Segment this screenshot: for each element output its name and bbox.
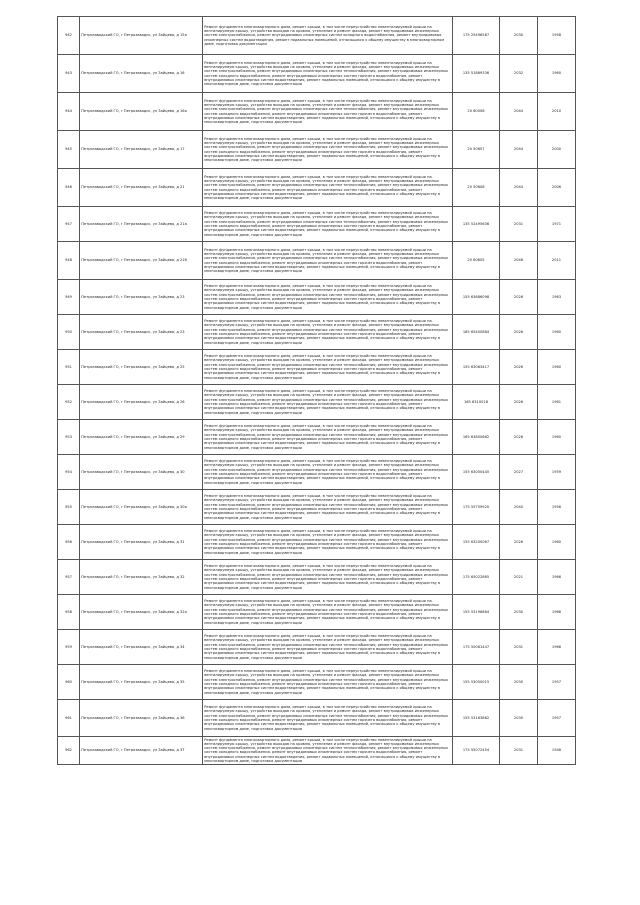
cadastral-code-cell: 165 63800662 — [453, 420, 500, 455]
build-year-cell: 1966 — [538, 595, 576, 630]
works-description-cell: Ремонт фундамента многоквартирного дома, ремонт крыши, в том числе переустройство невентилируемой крыши на вентилируемую крышу, устройство выходов на кровлю, утепление и ремонт фасада, ремонт внутридомовых инженерных систем электроснабжения, ремонт внутридомовых инженерных систем теплоснабжения, ремонт внутридомовых инженерных систем холодного водоснабжения, ремонт внутридомовых инженерных систем горячего водоснабжения, ремонт внутридомовых инженерных систем водоотведения, ремонт подвальных помещений, относящихся к общему имуществу в многоквартирном доме, подготовка документации — [203, 665, 453, 700]
address-cell: Петрозаводский ГО, г Петрозаводск, ул Зайцева, д 21а — [80, 207, 203, 242]
planned-year-cell: 2026 — [500, 385, 538, 420]
planned-year-cell: 2044 — [500, 169, 538, 207]
table-row — [58, 315, 576, 350]
build-year-cell: 1960 — [538, 55, 576, 93]
build-year-cell: 1960 — [538, 315, 576, 350]
planned-year-cell: 2021 — [500, 560, 538, 595]
table-row — [58, 17, 576, 55]
build-year-cell: 2011 — [538, 242, 576, 280]
row-number: 959 — [58, 630, 80, 665]
table-row — [58, 700, 576, 737]
table-row — [58, 242, 576, 280]
works-description-cell: Ремонт фундамента многоквартирного дома, ремонт крыши, в том числе переустройство невентилируемой крыши на вентилируемую крышу, устройство выходов на кровлю, утепление и ремонт фасада, ремонт внутридомовых инженерных систем электроснабжения, ремонт внутридомовых инженерных систем теплоснабжения, ремонт внутридомовых инженерных систем холодного водоснабжения, ремонт внутридомовых инженерных систем горячего водоснабжения, ремонт внутридомовых инженерных систем водоотведения, ремонт подвальных помещений, относящихся к общему имуществу в многоквартирном доме, подготовка документации — [203, 131, 453, 169]
row-number: 961 — [58, 700, 80, 737]
row-number: 956 — [58, 525, 80, 560]
row-number: 947 — [58, 207, 80, 242]
table-row — [58, 385, 576, 420]
cadastral-code-cell: 175 55759920 — [453, 490, 500, 525]
address-cell: Петрозаводский ГО, г Петрозаводск, ул Зайцева, д 34 — [80, 630, 203, 665]
works-description-cell: Ремонт фундамента многоквартирного дома, ремонт крыши, в том числе переустройство невентилируемой крыши на вентилируемую крышу, устройство выходов на кровлю, утепление и ремонт фасада, ремонт внутридомовых инженерных систем электроснабжения, ремонт внутридомовых инженерных систем теплоснабжения, ремонт внутридомовых инженерных систем холодного водоснабжения, ремонт внутридомовых инженерных систем горячего водоснабжения, ремонт внутридомовых инженерных систем водоотведения, ремонт подвальных помещений, относящихся к общему имуществу в многоквартирном доме, подготовка документации — [203, 595, 453, 630]
works-description-cell: Ремонт фундамента многоквартирного дома, ремонт крыши, в том числе переустройство невентилируемой крыши на вентилируемую крышу, устройство выходов на кровлю, утепление и ремонт фасада, ремонт внутридомовых инженерных систем электроснабжения, ремонт внутридомовых инженерных систем теплоснабжения, ремонт внутридомовых инженерных систем холодного водоснабжения, ремонт внутридомовых инженерных систем горячего водоснабжения, ремонт внутридомовых инженерных систем водоотведения, ремонт подвальных помещений, относящихся к общему имуществу в многоквартирном доме, подготовка документации — [203, 55, 453, 93]
table-row — [58, 55, 576, 93]
table-row — [58, 560, 576, 595]
build-year-cell: 1960 — [538, 420, 576, 455]
works-description-cell: Ремонт фундамента многоквартирного дома, ремонт крыши, в том числе переустройство невентилируемой крыши на вентилируемую крышу, устройство выходов на кровлю, утепление и ремонт фасада, ремонт внутридомовых инженерных систем электроснабжения, ремонт внутридомовых инженерных систем теплоснабжения, ремонт внутридомовых инженерных систем холодного водоснабжения, ремонт внутридомовых инженерных систем горячего водоснабжения, ремонт внутридомовых инженерных систем водоотведения, ремонт подвальных помещений, относящихся к общему имуществу в многоквартирном доме, подготовка документации — [203, 280, 453, 315]
address-cell: Петрозаводский ГО, г Петрозаводск, ул Зайцева, д 26 — [80, 385, 203, 420]
planned-year-cell: 2026 — [500, 280, 538, 315]
planned-year-cell: 2044 — [500, 131, 538, 169]
planned-year-cell: 2026 — [500, 525, 538, 560]
table-row — [58, 207, 576, 242]
row-number: 945 — [58, 131, 80, 169]
row-number: 949 — [58, 280, 80, 315]
works-description-cell: Ремонт фундамента многоквартирного дома, ремонт крыши, в том числе переустройство невентилируемой крыши на вентилируемую крышу, устройство выходов на кровлю, утепление и ремонт фасада, ремонт внутридомовых инженерных систем электроснабжения, ремонт внутридомовых инженерных систем теплоснабжения, ремонт внутридомовых инженерных систем холодного водоснабжения, ремонт внутридомовых инженерных систем горячего водоснабжения, ремонт внутридомовых инженерных систем водоотведения, ремонт подвальных помещений, относящихся к общему имуществу в многоквартирном доме, подготовка документации — [203, 737, 453, 765]
cadastral-code-cell: 155 63050445 — [453, 455, 500, 490]
build-year-cell: 1958 — [538, 17, 576, 55]
address-cell: Петрозаводский ГО, г Петрозаводск, ул Зайцева, д 32а — [80, 595, 203, 630]
table-row — [58, 737, 576, 765]
build-year-cell: 1960 — [538, 350, 576, 385]
cadastral-code-cell: 20 50608 — [453, 169, 500, 207]
planned-year-cell: 2030 — [500, 665, 538, 700]
works-description-cell: Ремонт фундамента многоквартирного дома, ремонт крыши, в том числе переустройство невентилируемой крыши на вентилируемую крышу, устройство выходов на кровлю, утепление и ремонт фасада, ремонт внутридомовых инженерных систем электроснабжения, ремонт внутридомовых инженерных систем теплоснабжения, ремонт внутридомовых инженерных систем холодного водоснабжения, ремонт внутридомовых инженерных систем горячего водоснабжения, ремонт внутридомовых инженерных систем водоотведения, ремонт подвальных помещений, относящихся к общему имуществу в многоквартирном доме, подготовка документации — [203, 350, 453, 385]
row-number: 948 — [58, 242, 80, 280]
address-cell: Петрозаводский ГО, г Петрозаводск, ул Зайцева, д 23 — [80, 280, 203, 315]
build-year-cell: 1961 — [538, 385, 576, 420]
planned-year-cell: 2026 — [500, 315, 538, 350]
cadastral-code-cell: 20 50607 — [453, 131, 500, 169]
row-number: 954 — [58, 455, 80, 490]
planned-year-cell: 2027 — [500, 455, 538, 490]
row-number: 952 — [58, 385, 80, 420]
works-description-cell: Ремонт фундамента многоквартирного дома, ремонт крыши, в том числе переустройство невентилируемой крыши на вентилируемую крышу, устройство выходов на кровлю, утепление и ремонт фасада, ремонт внутридомовых инженерных систем электроснабжения, ремонт внутридомовых инженерных систем теплоснабжения, ремонт внутридомовых инженерных систем холодного водоснабжения, ремонт внутридомовых инженерных систем горячего водоснабжения, ремонт внутридомовых инженерных систем водоотведения, ремонт подвальных помещений, относящихся к общему имуществу в многоквартирном доме, подготовка документации — [203, 93, 453, 131]
row-number: 950 — [58, 315, 80, 350]
row-number: 943 — [58, 55, 80, 93]
address-cell: Петрозаводский ГО, г Петрозаводск, ул Зайцева, д 16 — [80, 55, 203, 93]
table-row — [58, 595, 576, 630]
build-year-cell: 1959 — [538, 455, 576, 490]
table-row — [58, 169, 576, 207]
address-cell: Петрозаводский ГО, г Петрозаводск, ул Зайцева, д 31 — [80, 525, 203, 560]
row-number: 955 — [58, 490, 80, 525]
row-number: 944 — [58, 93, 80, 131]
build-year-cell: 1971 — [538, 207, 576, 242]
works-description-cell: Ремонт фундамента многоквартирного дома, ремонт крыши, в том числе переустройство невентилируемой крыши на вентилируемую крышу, устройство выходов на кровлю, утепление и ремонт фасада, ремонт внутридомовых инженерных систем электроснабжения, ремонт внутридомовых инженерных систем теплоснабжения, ремонт внутридомовых инженерных систем холодного водоснабжения, ремонт внутридомовых инженерных систем горячего водоснабжения, ремонт внутридомовых инженерных систем водоотведения, ремонт подвальных помещений, относящихся к общему имуществу в многоквартирном доме, подготовка документации — [203, 385, 453, 420]
table-row — [58, 455, 576, 490]
table-row — [58, 420, 576, 455]
address-cell: Петрозаводский ГО, г Петрозаводск, ул Зайцева, д 29 — [80, 420, 203, 455]
build-year-cell: 2006 — [538, 169, 576, 207]
planned-year-cell: 2031 — [500, 630, 538, 665]
build-year-cell: 1956 — [538, 490, 576, 525]
address-cell: Петрозаводский ГО, г Петрозаводск, ул Зайцева, д 15а — [80, 17, 203, 55]
works-description-cell: Ремонт фундамента многоквартирного дома, ремонт крыши, в том числе переустройство невентилируемой крыши на вентилируемую крышу, устройство выходов на кровлю, утепление и ремонт фасада, ремонт внутридомовых инженерных систем электроснабжения, ремонт внутридомовых инженерных систем теплоснабжения, ремонт внутридомовых инженерных систем холодного водоснабжения, ремонт внутридомовых инженерных систем горячего водоснабжения, ремонт внутридомовых инженерных систем водоотведения, ремонт подвальных помещений, относящихся к общему имуществу в многоквартирном доме, подготовка документации — [203, 207, 453, 242]
cadastral-code-cell: 155 63686098 — [453, 280, 500, 315]
cadastral-code-cell: 155 53196864 — [453, 595, 500, 630]
planned-year-cell: 2030 — [500, 17, 538, 55]
row-number: 946 — [58, 169, 80, 207]
cadastral-code-cell: 20 60006 — [453, 93, 500, 131]
planned-year-cell: 2046 — [500, 242, 538, 280]
row-number: 942 — [58, 17, 80, 55]
table-row — [58, 131, 576, 169]
row-number: 953 — [58, 420, 80, 455]
planned-year-cell: 2030 — [500, 700, 538, 737]
cadastral-code-cell: 155 63063417 — [453, 350, 500, 385]
works-description-cell: Ремонт фундамента многоквартирного дома, ремонт крыши, в том числе переустройство невентилируемой крыши на вентилируемую крышу, устройство выходов на кровлю, утепление и ремонт фасада, ремонт внутридомовых инженерных систем электроснабжения, ремонт внутридомовых инженерных систем теплоснабжения, ремонт внутридомовых инженерных систем холодного водоснабжения, ремонт внутридомовых инженерных систем горячего водоснабжения, ремонт внутридомовых инженерных систем водоотведения, ремонт подвальных помещений, относящихся к общему имуществу в многоквартирном доме, подготовка документации — [203, 242, 453, 280]
cadastral-code-cell: 175 55072454 — [453, 737, 500, 765]
build-year-cell: 2010 — [538, 93, 576, 131]
row-number: 951 — [58, 350, 80, 385]
build-year-cell: 1963 — [538, 280, 576, 315]
table-body — [58, 17, 576, 765]
table-row — [58, 350, 576, 385]
cadastral-code-cell: 155 63200067 — [453, 525, 500, 560]
row-number: 957 — [58, 560, 80, 595]
cadastral-code-cell: 185 65400884 — [453, 315, 500, 350]
build-year-cell: 1957 — [538, 665, 576, 700]
table-row — [58, 93, 576, 131]
address-cell: Петрозаводский ГО, г Петрозаводск, ул Зайцева, д 21 — [80, 169, 203, 207]
cadastral-code-cell: 155 53163862 — [453, 700, 500, 737]
table-row — [58, 630, 576, 665]
planned-year-cell: 2026 — [500, 420, 538, 455]
cadastral-code-cell: 135 51869336 — [453, 55, 500, 93]
cadastral-code-cell: 175 25496587 — [453, 17, 500, 55]
cadastral-code-cell: 175 50061447 — [453, 630, 500, 665]
cadastral-code-cell: 20 60605 — [453, 242, 500, 280]
table-row — [58, 665, 576, 700]
works-description-cell: Ремонт фундамента многоквартирного дома, ремонт крыши, в том числе переустройство невентилируемой крыши на вентилируемую крышу, устройство выходов на кровлю, утепление и ремонт фасада, ремонт внутридомовых инженерных систем электроснабжения, ремонт внутридомовых инженерных систем теплоснабжения, ремонт внутридомовых инженерных систем холодного водоснабжения, ремонт внутридомовых инженерных систем горячего водоснабжения, ремонт внутридомовых инженерных систем водоотведения, ремонт подвальных помещений, относящихся к общему имуществу в многоквартирном доме, подготовка документации — [203, 169, 453, 207]
planned-year-cell: 2040 — [500, 490, 538, 525]
works-description-cell: Ремонт фундамента многоквартирного дома, ремонт крыши, в том числе переустройство невентилируемой крыши на вентилируемую крышу, устройство выходов на кровлю, утепление и ремонт фасада, ремонт внутридомовых инженерных систем электроснабжения, ремонт внутридомовых инженерных систем теплоснабжения, ремонт внутридомовых инженерных систем холодного водоснабжения, ремонт внутридомовых инженерных систем горячего водоснабжения, ремонт внутридомовых инженерных систем водоотведения, ремонт подвальных помещений, относящихся к общему имуществу в многоквартирном доме, подготовка документации — [203, 700, 453, 737]
address-cell: Петрозаводский ГО, г Петрозаводск, ул Зайцева, д 16а — [80, 93, 203, 131]
works-description-cell: Ремонт фундамента многоквартирного дома, ремонт крыши, в том числе переустройство невентилируемой крыши на вентилируемую крышу, устройство выходов на кровлю, утепление и ремонт фасада, ремонт внутридомовых инженерных систем электроснабжения, ремонт внутридомовых инженерных систем теплоснабжения, ремонт внутридомовых инженерных систем холодного водоснабжения, ремонт внутридомовых инженерных систем горячего водоснабжения, ремонт внутридомовых инженерных систем водоотведения, ремонт подвальных помещений, относящихся к общему имуществу в многоквартирном доме, подготовка документации — [203, 490, 453, 525]
cadastral-code-cell: 175 65022865 — [453, 560, 500, 595]
address-cell: Петрозаводский ГО, г Петрозаводск, ул Зайцева, д 37 — [80, 737, 203, 765]
row-number: 960 — [58, 665, 80, 700]
works-description-cell: Ремонт фундамента многоквартирного дома, ремонт крыши, в том числе переустройство невентилируемой крыши на вентилируемую крышу, устройство выходов на кровлю, утепление и ремонт фасада, ремонт внутридомовых инженерных систем электроснабжения, ремонт внутридомовых инженерных систем теплоснабжения, ремонт внутридомовых инженерных систем холодного водоснабжения, ремонт внутридомовых инженерных систем горячего водоснабжения, ремонт внутридомовых инженерных систем водоотведения, ремонт подвальных помещений, относящихся к общему имуществу в многоквартирном доме, подготовка документации — [203, 525, 453, 560]
build-year-cell: 1966 — [538, 630, 576, 665]
row-number: 962 — [58, 737, 80, 765]
build-year-cell: 1946 — [538, 737, 576, 765]
cadastral-code-cell: 165 6310018 — [453, 385, 500, 420]
works-description-cell: Ремонт фундамента многоквартирного дома, ремонт крыши, в том числе переустройство невентилируемой крыши на вентилируемую крышу, устройство выходов на кровлю, утепление и ремонт фасада, ремонт внутридомовых инженерных систем электроснабжения, ремонт внутридомовых инженерных систем теплоснабжения, ремонт внутридомовых инженерных систем холодного водоснабжения, ремонт внутридомовых инженерных систем горячего водоснабжения, ремонт внутридомовых инженерных систем водоотведения, ремонт подвальных помещений, относящихся к общему имуществу в многоквартирном доме, подготовка документации — [203, 315, 453, 350]
planned-year-cell: 2032 — [500, 55, 538, 93]
works-description-cell: Ремонт фундамента многоквартирного дома, ремонт крыши, в том числе переустройство невентилируемой крыши на вентилируемую крышу, устройство выходов на кровлю, утепление и ремонт фасада, ремонт внутридомовых инженерных систем электроснабжения, ремонт внутридомовых инженерных систем теплоснабжения, ремонт внутридомовых инженерных систем холодного водоснабжения, ремонт внутридомовых инженерных систем горячего водоснабжения, ремонт внутридомовых инженерных систем водоотведения, ремонт подвальных помещений, относящихся к общему имуществу в многоквартирном доме, подготовка документации — [203, 420, 453, 455]
build-year-cell: 2000 — [538, 131, 576, 169]
address-cell: Петрозаводский ГО, г Петрозаводск, ул Зайцева, д 30 — [80, 455, 203, 490]
address-cell: Петрозаводский ГО, г Петрозаводск, ул Зайцева, д 32 — [80, 560, 203, 595]
build-year-cell: 1960 — [538, 525, 576, 560]
planned-year-cell: 2044 — [500, 93, 538, 131]
table-row — [58, 490, 576, 525]
works-description-cell: Ремонт фундамента многоквартирного дома, ремонт крыши, в том числе переустройство невентилируемой крыши на вентилируемую крышу, устройство выходов на кровлю, утепление и ремонт фасада, ремонт внутридомовых инженерных систем электроснабжения, ремонт внутридомовых инженерных систем холодного водоснабжения, ремонт внутридомовых инженерных систем водоотведения, ремонт подвальных помещений, относящихся к общему имуществу в многоквартирном доме, подготовка документации — [203, 17, 453, 55]
address-cell: Петрозаводский ГО, г Петрозаводск, ул Зайцева, д 36 — [80, 700, 203, 737]
address-cell: Петрозаводский ГО, г Петрозаводск, ул Зайцева, д 30а — [80, 490, 203, 525]
works-description-cell: Ремонт фундамента многоквартирного дома, ремонт крыши, в том числе переустройство невентилируемой крыши на вентилируемую крышу, устройство выходов на кровлю, утепление и ремонт фасада, ремонт внутридомовых инженерных систем электроснабжения, ремонт внутридомовых инженерных систем теплоснабжения, ремонт внутридомовых инженерных систем холодного водоснабжения, ремонт внутридомовых инженерных систем горячего водоснабжения, ремонт внутридомовых инженерных систем водоотведения, ремонт подвальных помещений, относящихся к общему имуществу в многоквартирном доме, подготовка документации — [203, 630, 453, 665]
planned-year-cell: 2031 — [500, 207, 538, 242]
planned-year-cell: 2030 — [500, 595, 538, 630]
row-number: 958 — [58, 595, 80, 630]
address-cell: Петрозаводский ГО, г Петрозаводск, ул Зайцева, д 25 — [80, 350, 203, 385]
planned-year-cell: 2031 — [500, 737, 538, 765]
address-cell: Петрозаводский ГО, г Петрозаводск, ул Зайцева, д 17 — [80, 131, 203, 169]
address-cell: Петрозаводский ГО, г Петрозаводск, ул Зайцева, д 35 — [80, 665, 203, 700]
cadastral-code-cell: 135 52495636 — [453, 207, 500, 242]
cadastral-code-cell: 155 53050015 — [453, 665, 500, 700]
address-cell: Петрозаводский ГО, г Петрозаводск, ул Зайцева, д 23 — [80, 315, 203, 350]
build-year-cell: 1966 — [538, 560, 576, 595]
table-row — [58, 280, 576, 315]
build-year-cell: 1957 — [538, 700, 576, 737]
works-description-cell: Ремонт фундамента многоквартирного дома, ремонт крыши, в том числе переустройство невентилируемой крыши на вентилируемую крышу, устройство выходов на кровлю, утепление и ремонт фасада, ремонт внутридомовых инженерных систем электроснабжения, ремонт внутридомовых инженерных систем теплоснабжения, ремонт внутридомовых инженерных систем холодного водоснабжения, ремонт внутридомовых инженерных систем горячего водоснабжения, ремонт внутридомовых инженерных систем водоотведения, ремонт подвальных помещений, относящихся к общему имуществу в многоквартирном доме, подготовка документации — [203, 455, 453, 490]
works-description-cell: Ремонт фундамента многоквартирного дома, ремонт крыши, в том числе переустройство невентилируемой крыши на вентилируемую крышу, устройство выходов на кровлю, утепление и ремонт фасада, ремонт внутридомовых инженерных систем электроснабжения, ремонт внутридомовых инженерных систем теплоснабжения, ремонт внутридомовых инженерных систем холодного водоснабжения, ремонт внутридомовых инженерных систем горячего водоснабжения, ремонт внутридомовых инженерных систем водоотведения, ремонт подвальных помещений, относящихся к общему имуществу в многоквартирном доме, подготовка документации — [203, 560, 453, 595]
address-cell: Петрозаводский ГО, г Петрозаводск, ул Зайцева, д 21б — [80, 242, 203, 280]
planned-year-cell: 2026 — [500, 350, 538, 385]
table-row — [58, 525, 576, 560]
repair-schedule-table — [57, 16, 576, 765]
